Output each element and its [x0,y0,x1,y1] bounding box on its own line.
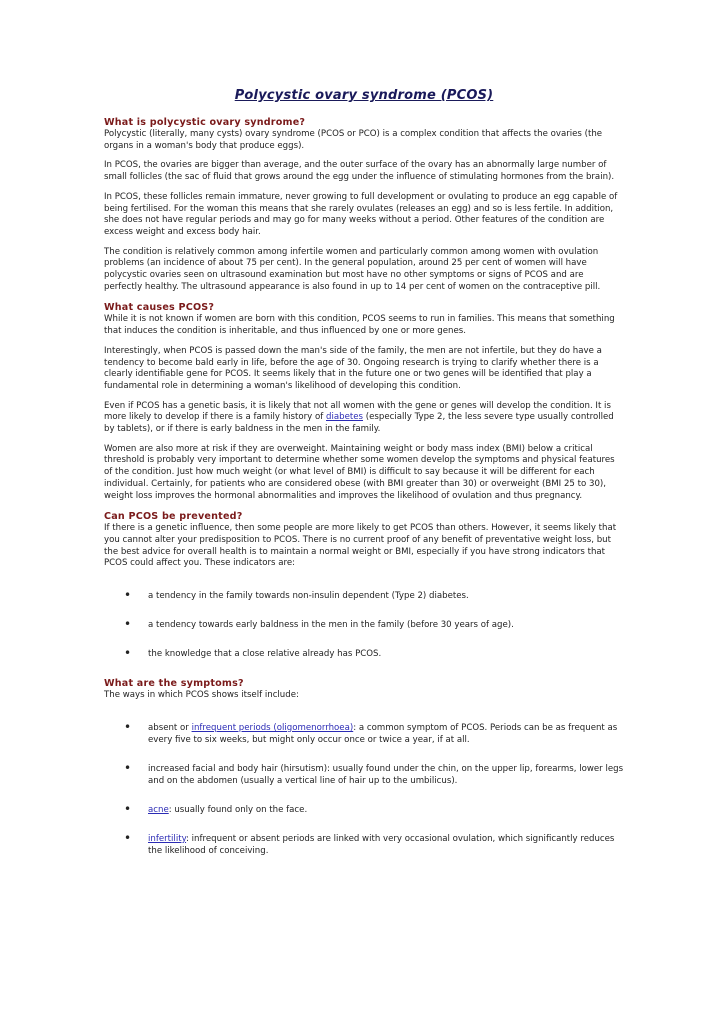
list-item [104,648,624,660]
paragraph: In PCOS, the ovaries are bigger than average, and the outer surface of the ovary has an abnormally large number of small follicles (the sac of fluid that grows around the egg under the influence of stimulating hormones from the brain). [104,160,615,183]
paragraph: Women are also more at risk if they are overweight. Maintaining weight or body mass index (BMI) below a critical threshold is probably very important to determine whether some women develop the symptoms and physical features of the condition. Just how much weight (or what level of BMI) is difficult to say because it will be different for each individual. Certainly, for patients who are considered obese (with BMI greater than 30) or overweight (BMI 25 to 30), weight loss improves the hormonal abnormalities and improves the likelihood of ovulation and thus pregnancy. [104,443,615,501]
indicator-list [104,590,624,660]
infertility-link[interactable]: infertility [148,833,187,844]
diabetes-link[interactable]: diabetes [326,412,364,423]
bullet-icon: • [124,646,132,661]
list-item [104,719,624,746]
bullet-icon: • [124,719,132,734]
infrequent-periods-link[interactable]: infrequent periods (oligomenorrhoea) [191,722,354,733]
list-item [104,830,624,857]
bullet-icon: • [124,801,132,816]
list-item-text: : a common symptom of PCOS. Periods can be as frequent as every five to six weeks, but might only occur once or twice a year, if at all. [148,722,618,745]
document-body [104,88,624,874]
list-item-text: increased facial and body hair (hirsutism): usually found under the chin, on the upper lip, forearms, lower legs and on the abdomen (usually a vertical line of hair up to the umbilicus). [148,763,624,786]
list-item-text: : infrequent or absent periods are linked with very occasional ovulation, which significantly reduces the likelihood of conceiving. [148,833,615,856]
section-heading: What causes PCOS? [104,302,215,314]
list-item [104,619,624,631]
list-item [104,590,624,602]
paragraph: If there is a genetic influence, then some people are more likely to get PCOS than others. However, it seems likely that you cannot alter your predisposition to PCOS. There is no current proof of any benefit of preventative weight loss, but the best advice for overall health is to maintain a normal weight or BMI, especially if you have strong indicators that PCOS could affect you. These indicators are: [104,523,617,569]
section-heading: What is polycystic ovary syndrome? [104,117,306,128]
paragraph: The ways in which PCOS shows itself include: [104,690,299,701]
symptom-list [104,719,624,857]
section-causes [104,301,624,502]
paragraph: While it is not known if women are born with this condition, PCOS seems to run in families. This means that something that induces the condition is inheritable, and thus influenced by one or more genes. [104,314,615,337]
paragraph [104,401,624,436]
list-item [104,760,624,787]
paragraph: In PCOS, these follicles remain immature, never growing to full development or ovulating to produce an egg capable of being fertilised. For the woman this means that she rarely ovulates (releases an egg) and so is less fertile. In addition, she does not have regular periods and may go for many weeks without a period. Other features of the condition are excess weight and excess body hair. [104,191,618,237]
list-item-text: : usually found only on the face. [168,804,308,815]
paragraph-text: Even if PCOS has a genetic basis, it is likely that not all women with the gene or genes will develop the condition. It is more likely to develop if there is a family history of [104,400,611,423]
section-symptoms [104,677,624,857]
list-item-text: absent or [148,722,192,733]
paragraph-text: (especially Type 2, the less severe type usually controlled by tablets), or if there is early baldness in the men in the family. [104,412,614,435]
section-what-is-pcos [104,116,624,293]
bullet-icon: • [124,830,132,845]
list-item-text: a tendency in the family towards non-insulin dependent (Type 2) diabetes. [148,591,469,602]
paragraph: The condition is relatively common among infertile women and particularly common among women with ovulation problems (an incidence of about 75 per cent). In the general population, around 25 per cent of women will have polycystic ovaries seen on ultrasound examination but most have no other symptoms or signs of PCOS and are perfectly healthy. The ultrasound appearance is also found in up to 14 per cent of women on the contraceptive pill. [104,246,601,292]
list-item [104,801,624,816]
section-heading: What are the symptoms? [104,678,244,690]
list-item-text: the knowledge that a close relative already has PCOS. [148,649,382,660]
acne-link[interactable]: acne [148,804,169,815]
paragraph: Interestingly, when PCOS is passed down the man's side of the family, the men are not infertile, but they do have a tendency to become bald early in life, before the age of 30. Ongoing research is trying to clarify whether there is a clearly identifiable gene for PCOS. It seems likely that in the future one or two genes will be identified that play a fundamental role in determining a woman's likelihood of developing this condition. [104,345,602,391]
bullet-icon: • [124,617,132,632]
paragraph: Polycystic (literally, many cysts) ovary syndrome (PCOS or PCO) is a complex condition that affects the ovaries (the organs in a woman's body that produce eggs). [104,129,603,151]
section-heading: Can PCOS be prevented? [104,511,243,523]
page-title: Polycystic ovary syndrome (PCOS) [234,88,494,103]
bullet-icon: • [124,588,132,603]
bullet-icon: • [124,760,132,775]
section-prevention [104,510,624,660]
list-item-text: a tendency towards early baldness in the men in the family (before 30 years of age). [148,620,514,631]
